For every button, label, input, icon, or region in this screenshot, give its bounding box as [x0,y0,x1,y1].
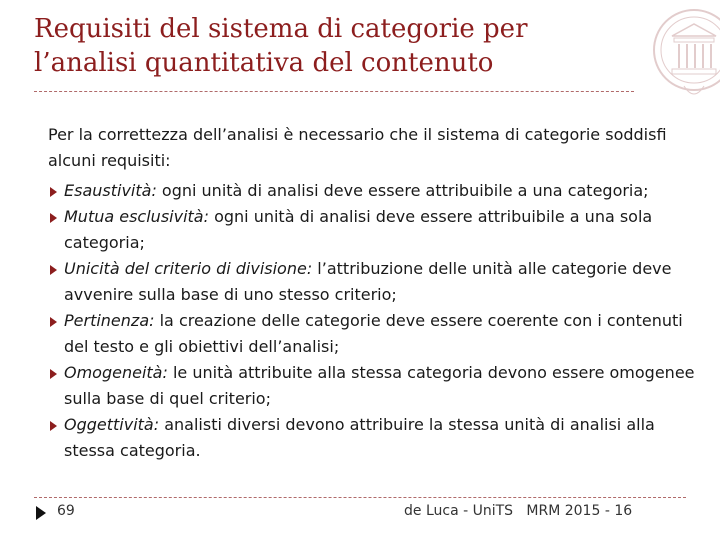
list-item [48,204,698,256]
item-text: le unità attribuite alla stessa categoria devono essere omogenee sulla base di quel criterio; [64,363,695,408]
item-term: Oggettività: [64,415,160,434]
list-item [48,256,698,308]
footer-divider [34,497,686,498]
triangle-right-icon [36,506,46,520]
triangle-right-icon [50,265,57,275]
title-divider [34,91,634,92]
university-seal-watermark [624,6,720,118]
slide-title: Requisiti del sistema di categorie per l’analisi quantitativa del contenuto [34,14,528,78]
triangle-right-icon [50,213,57,223]
footer-credit: de Luca - UniTS MRM 2015 - 16 [404,503,633,519]
triangle-right-icon [50,317,57,327]
intro-text: Per la correttezza dell’analisi è necessario che il sistema di categorie soddisfi alcuni requisiti: [48,125,667,170]
item-text: ogni unità di analisi deve essere attribuibile a una categoria; [156,181,649,200]
item-text: la creazione delle categorie deve essere coerente con i contenuti del testo e gli obiettivi dell’analisi; [64,311,683,356]
list-item [48,178,698,204]
item-term: Mutua esclusività: [64,207,209,226]
item-term: Unicità del criterio di divisione: [64,259,313,278]
item-term: Esaustività: [64,181,157,200]
triangle-right-icon [50,369,57,379]
item-term: Omogeneità: [64,363,168,382]
slide-body [48,122,698,464]
item-text: l’attribuzione delle unità alle categorie deve avvenire sulla base di uno stesso criterio; [64,259,672,304]
requirements-list [48,178,698,464]
page-number: 69 [57,503,75,519]
list-item [48,412,698,464]
triangle-right-icon [50,421,57,431]
item-text: ogni unità di analisi deve essere attribuibile a una sola categoria; [64,207,653,252]
list-item [48,308,698,360]
item-text: analisti diversi devono attribuire la stessa unità di analisi alla stessa categoria. [64,415,655,460]
item-term: Pertinenza: [64,311,155,330]
list-item [48,360,698,412]
triangle-right-icon [50,187,57,197]
